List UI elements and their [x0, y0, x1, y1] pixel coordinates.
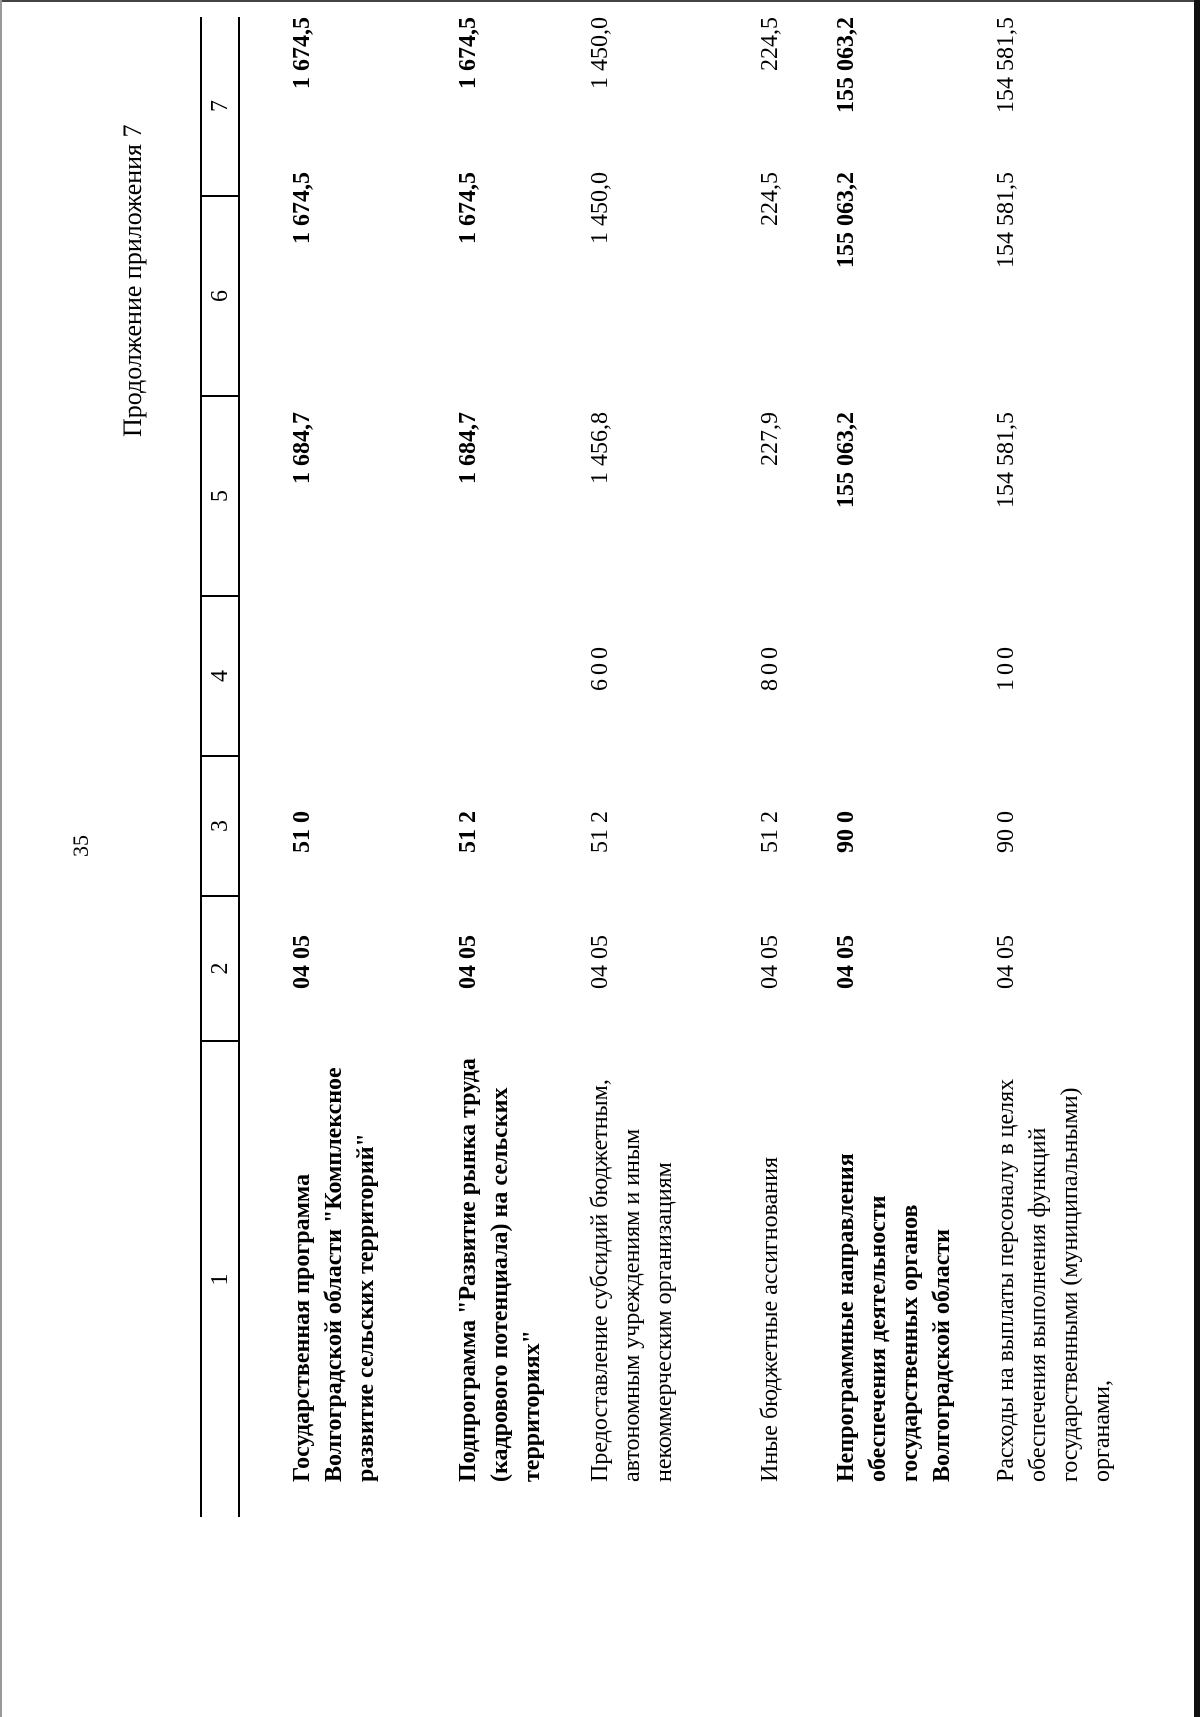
row-col-3: 90 0 — [833, 811, 859, 853]
row-col-5: 155 063,2 — [833, 412, 859, 508]
row-col-5: 1 684,7 — [455, 412, 481, 484]
row-col-7: 1 450,0 — [587, 17, 613, 89]
row-name: Иные бюджетные ассигнования — [757, 1157, 783, 1482]
row-col-5: 1 456,8 — [587, 412, 613, 484]
header-bottom-border — [238, 17, 240, 1517]
row-col-6: 155 063,2 — [833, 172, 859, 268]
row-col-2: 04 05 — [289, 935, 315, 989]
row-col-7: 154 581,5 — [993, 17, 1019, 113]
row-col-3: 51 0 — [289, 811, 315, 853]
row-col-2: 04 05 — [993, 935, 1019, 989]
page-number: 35 — [68, 835, 93, 857]
row-name: Государственная программа Волгоградской области "Комплексное развитие сельских территорий" — [289, 1067, 379, 1482]
row-col-3: 51 2 — [455, 811, 481, 853]
row-col-3: 51 2 — [757, 811, 783, 853]
row-col-6: 1 674,5 — [289, 172, 315, 244]
row-col-6: 224,5 — [757, 172, 783, 226]
row-col-2: 04 05 — [757, 935, 783, 989]
row-col-6: 154 581,5 — [993, 172, 1019, 268]
header-col-1: 1 — [207, 1273, 233, 1286]
row-col-4: 100 — [993, 643, 1019, 691]
row-col-4: 600 — [587, 643, 613, 691]
header-col-6: 6 — [207, 290, 233, 302]
header-col-5: 5 — [207, 490, 233, 502]
row-col-2: 04 05 — [587, 935, 613, 989]
row-col-2: 04 05 — [833, 935, 859, 989]
row-name: Предоставление субсидий бюджетным, автономным учреждениям и иным некоммерческим организациям — [587, 1079, 677, 1482]
row-name: Подпрограмма "Развитие рынка труда (кадрового потенциала) на сельских территориях" — [455, 1058, 545, 1482]
header-col-2: 2 — [207, 962, 233, 975]
row-col-7: 1 674,5 — [455, 17, 481, 89]
header-top-border — [200, 17, 202, 1517]
row-name: Непрограммные направления обеспечения деятельности государственных органов Волгоградской области — [833, 1153, 955, 1482]
header-col-7: 7 — [207, 100, 233, 112]
continuation-title: Продолжение приложения 7 — [118, 124, 147, 437]
row-col-5: 154 581,5 — [993, 412, 1019, 508]
row-col-7: 1 674,5 — [289, 17, 315, 89]
row-col-5: 1 684,7 — [289, 412, 315, 484]
row-col-2: 04 05 — [455, 935, 481, 989]
row-col-3: 51 2 — [587, 811, 613, 853]
row-col-4: 800 — [757, 643, 783, 691]
header-col-3: 3 — [207, 820, 233, 832]
row-col-3: 90 0 — [993, 811, 1019, 853]
header-col-4: 4 — [207, 670, 233, 682]
row-col-7: 224,5 — [757, 17, 783, 71]
row-col-7: 155 063,2 — [833, 17, 859, 113]
row-name: Расходы на выплаты персоналу в целях обеспечения выполнения функций государственными (муниципальными) органами, — [993, 1078, 1115, 1482]
row-col-6: 1 674,5 — [455, 172, 481, 244]
row-col-5: 227,9 — [757, 412, 783, 466]
row-col-6: 1 450,0 — [587, 172, 613, 244]
